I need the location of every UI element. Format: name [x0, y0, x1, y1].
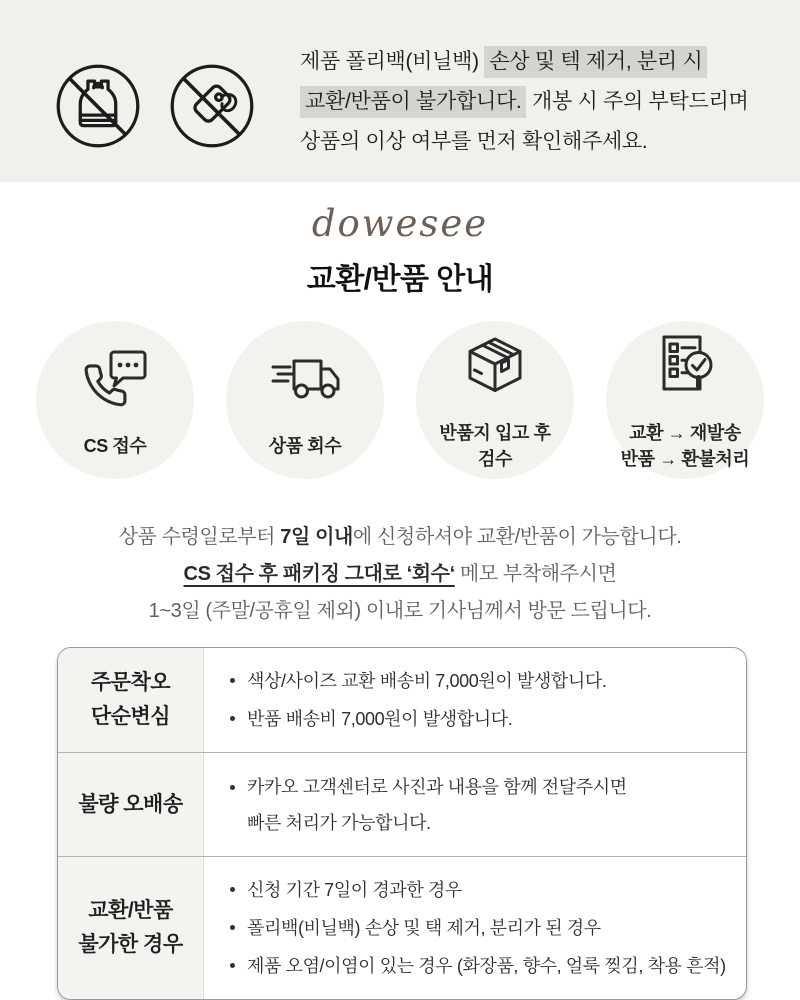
- notice-text-segment: 상품 수령일로부터: [118, 526, 281, 548]
- bullet-text: [247, 909, 601, 947]
- process-step-label-line: 검수: [478, 448, 512, 469]
- process-step-label: [84, 433, 147, 459]
- row-content: [204, 753, 746, 856]
- notice-line: [0, 556, 800, 593]
- banner-line: [300, 42, 748, 82]
- process-step-label: [269, 433, 342, 459]
- process-step-label-line: 상품 회수: [268, 435, 342, 456]
- highlight-text: 교환/반품이 불가합니다.: [300, 86, 526, 118]
- row-label: [58, 648, 204, 752]
- bullet-text-line: 신청 기간 7일이 경과한 경우: [247, 880, 462, 900]
- process-step-label: [621, 420, 750, 472]
- box-icon: [457, 329, 533, 410]
- banner-text: [300, 42, 748, 162]
- bullet-text-line: 색상/사이즈 교환 배송비 7,000원이 발생합니다.: [247, 671, 607, 691]
- bullet-text-line: 반품 배송비 7,000원이 발생합니다.: [247, 709, 513, 729]
- row-label-line: 교환/반품: [88, 899, 173, 922]
- bullet-item: [230, 871, 734, 909]
- process-step: [226, 321, 384, 479]
- row-label: [58, 753, 204, 856]
- brand-logo: dowesee: [311, 202, 489, 245]
- page-title: 교환/반품 안내: [306, 263, 494, 296]
- notice-line: [0, 593, 800, 630]
- bullet-text: [247, 947, 726, 985]
- plain-text: 개봉 시 주의 부탁드리며: [526, 90, 749, 113]
- bullet-item: [230, 700, 734, 738]
- process-step: [416, 321, 574, 479]
- bullet-text-line: 제품 오염/이염이 있는 경우 (화장품, 향수, 얼룩 찢김, 착용 흔적): [247, 956, 726, 976]
- caution-banner: [0, 0, 800, 182]
- row-label-line: 단순변심: [90, 705, 171, 728]
- process-step-label: [439, 420, 550, 472]
- policy-table: [57, 647, 747, 1000]
- plain-text: 상품의 이상 여부를 먼저 확인해주세요.: [300, 130, 648, 153]
- phone-chat-icon: [77, 342, 153, 423]
- row-label-line: 불가한 경우: [78, 933, 183, 956]
- notice-line: [0, 519, 800, 556]
- bullet-text-line: 빠른 처리가 가능합니다.: [247, 812, 431, 833]
- no-plastic-bag-icon: [52, 60, 144, 152]
- process-step-label-line: 반품지 입고 후: [439, 422, 551, 443]
- notice-text: [0, 519, 800, 630]
- process-steps: [0, 321, 800, 479]
- bullet-icon: [230, 678, 235, 683]
- process-step: [606, 321, 764, 479]
- truck-icon: [267, 342, 343, 423]
- banner-line: [300, 82, 748, 122]
- notice-text-segment: 1~3일 (주말/공휴일 제외) 이내로 기사님께서 방문 드립니다.: [148, 600, 652, 622]
- row-label-line: 주문착오: [90, 671, 171, 694]
- table-row: [58, 648, 746, 752]
- bullet-text: [247, 662, 606, 700]
- bullet-icon: [230, 887, 235, 892]
- bullet-icon: [230, 963, 235, 968]
- bullet-item: [230, 662, 734, 700]
- bullet-icon: [230, 785, 235, 790]
- table-row: [58, 752, 746, 856]
- bullet-icon: [230, 716, 235, 721]
- banner-line: [300, 122, 748, 162]
- bullet-item: [230, 769, 734, 841]
- notice-text-segment: 에 신청하셔야 교환/반품이 가능합니다.: [352, 526, 682, 548]
- notice-text-segment: 7일 이내: [280, 526, 353, 548]
- row-content: [204, 648, 746, 752]
- process-step: [36, 321, 194, 479]
- bullet-text-line: 폴리백(비닐백) 손상 및 택 제거, 분리가 된 경우: [247, 918, 601, 938]
- bullet-text: [247, 700, 512, 738]
- row-label: [58, 857, 204, 999]
- bullet-text: [247, 871, 462, 909]
- bullet-item: [230, 909, 734, 947]
- process-step-label-line: 교환 → 재발송: [629, 422, 741, 443]
- prohibition-icons: [52, 60, 258, 152]
- bullet-icon: [230, 925, 235, 930]
- row-label-line: 불량 오배송: [78, 792, 183, 816]
- no-tag-icon: [166, 60, 258, 152]
- notice-text-segment: CS 접수 후 패키징 그대로 ‘회수‘: [183, 563, 455, 585]
- checklist-magnifier-icon: [647, 329, 723, 410]
- row-content: [204, 857, 746, 999]
- highlight-text: 손상 및 텍 제거, 분리 시: [484, 46, 707, 78]
- bullet-item: [230, 947, 734, 985]
- bullet-text-line: 카카오 고객센터로 사진과 내용을 함께 전달주시면: [247, 776, 627, 797]
- table-row: [58, 856, 746, 999]
- plain-text: 제품 폴리백(비닐백): [300, 50, 485, 73]
- process-step-label-line: CS 접수: [83, 435, 147, 456]
- notice-text-segment: 메모 부착해주시면: [454, 563, 617, 585]
- bullet-text: [247, 769, 627, 841]
- process-step-label-line: 반품 → 환불처리: [620, 448, 750, 469]
